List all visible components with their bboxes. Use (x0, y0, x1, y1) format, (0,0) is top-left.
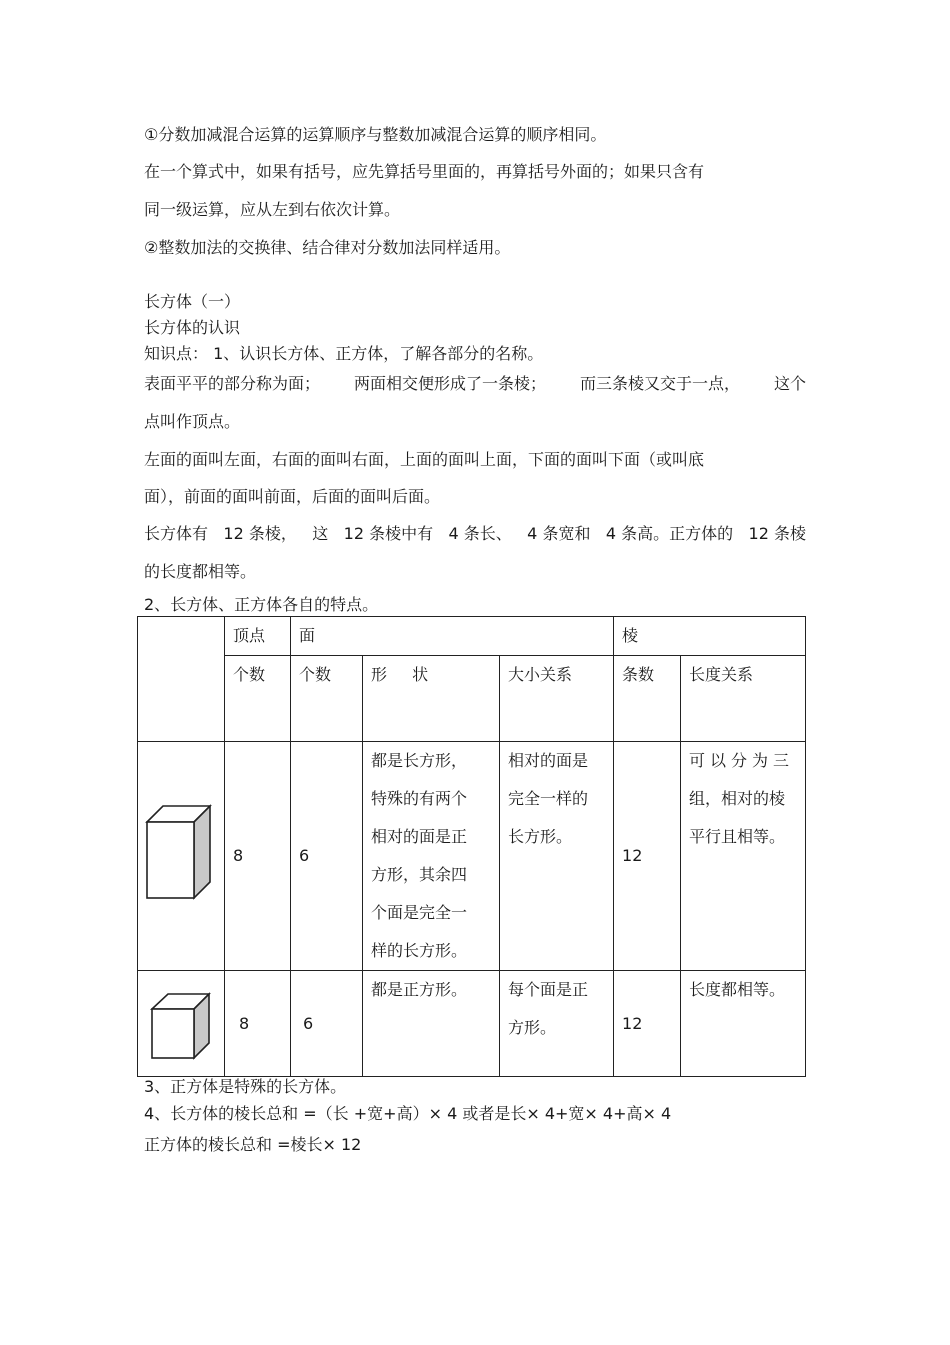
cuboid-edge-length (681, 742, 806, 971)
edges-part: 12 条棱 (748, 524, 806, 543)
face-header: 面 (291, 617, 614, 656)
cube-edge-length (681, 971, 806, 1077)
edges-part: 4 条宽和 (527, 524, 591, 543)
edge-length-header: 长度关系 (681, 656, 806, 742)
text-line: 完全一样的 (508, 789, 589, 808)
sides-line-b: 面），前面的面叫前面，后面的面叫后面。 (144, 487, 441, 506)
cube-edge-count: 12 (614, 971, 681, 1077)
text-line: 平行且相等。 (689, 827, 786, 846)
rule-1: ①分数加减混合运算的运算顺序与整数加减混合运算的顺序相同。 (144, 125, 607, 144)
sides-line-a: 左面的面叫左面，右面的面叫右面，上面的面叫上面，下面的面叫下面（或叫底 (144, 450, 705, 469)
edges-part: 4 条长、 (448, 524, 512, 543)
text-line: 每个面是正 (508, 980, 589, 999)
vertex-header: 顶点 (225, 617, 291, 656)
features-table (137, 616, 806, 1077)
cuboid-face-size (500, 742, 614, 971)
table-row (138, 971, 806, 1077)
cuboid-icon (138, 796, 224, 916)
knowledge-point-4: 4、长方体的棱长总和 =（长 +宽+高）× 4 或者是长× 4+宽× 4+高× 4 (144, 1104, 672, 1123)
faces-part: 这个 (773, 374, 806, 393)
knowledge-point-3: 3、正方体是特殊的长方体。 (144, 1077, 347, 1096)
cuboid-vertex-count: 8 (225, 742, 291, 971)
cuboid-edge-count: 12 (614, 742, 681, 971)
text-line: 方形。 (508, 1018, 557, 1037)
vertex-count-header: 个数 (225, 656, 291, 742)
knowledge-point-4b: 正方体的棱长总和 =棱长× 12 (144, 1135, 362, 1154)
faces-part: 表面平平的部分称为面； (144, 374, 321, 393)
table-row (138, 742, 806, 971)
text-line: 特殊的有两个 (371, 789, 468, 808)
face-shape-header (363, 656, 500, 742)
text-line: 都是正方形。 (371, 980, 468, 999)
cube-face-shape (363, 971, 500, 1077)
face-size-header: 大小关系 (500, 656, 614, 742)
rule-1-detail-a: 在一个算式中，如果有括号，应先算括号里面的，再算括号外面的；如果只含有 (144, 162, 705, 181)
text-line: 样的长方形。 (371, 941, 468, 960)
section-subtitle: 长方体的认识 (144, 318, 241, 337)
faces-line (144, 374, 806, 394)
text-line: 长度都相等。 (689, 980, 786, 999)
edges-part: 这 (312, 524, 329, 543)
face-shape-label: 形 状 (371, 665, 439, 684)
text-line: 都是长方形， (371, 751, 468, 770)
edges-line-end: 的长度都相等。 (144, 562, 257, 581)
cube-vertex-count: 8 (225, 971, 291, 1077)
text-line: 组，相对的棱 (689, 789, 786, 808)
faces-part: 而三条棱又交于一点， (579, 374, 740, 393)
edges-part: 长方体有 (144, 524, 209, 543)
cuboid-cell (138, 742, 225, 971)
edge-count-header: 条数 (614, 656, 681, 742)
cube-face-count: 6 (291, 971, 363, 1077)
text-line: 方形，其余四 (371, 865, 468, 884)
cuboid-face-count: 6 (291, 742, 363, 971)
cube-icon (138, 972, 224, 1076)
knowledge-point-2: 2、长方体、正方体各自的特点。 (144, 595, 379, 614)
text-line: 长方形。 (508, 827, 573, 846)
section-title: 长方体（一） (144, 292, 241, 311)
text-line: 可以分为三 (689, 751, 795, 770)
knowledge-point-1: 知识点： 1、认识长方体、正方体，了解各部分的名称。 (144, 344, 544, 363)
face-count-header: 个数 (291, 656, 363, 742)
edges-part: 4 条高。正方体的 (605, 524, 734, 543)
edges-part: 12 条棱中有 (343, 524, 434, 543)
shape-header-cell (138, 617, 225, 742)
text-line: 相对的面是正 (371, 827, 468, 846)
faces-part: 两面相交便形成了一条棱； (353, 374, 546, 393)
edges-line (144, 524, 806, 544)
edges-part: 12 条棱， (223, 524, 297, 543)
cube-face-size (500, 971, 614, 1077)
text-line: 个面是完全一 (371, 903, 468, 922)
faces-line-end: 点叫作顶点。 (144, 412, 241, 431)
rule-1-detail-b: 同一级运算，应从左到右依次计算。 (144, 200, 401, 219)
rule-2: ②整数加法的交换律、结合律对分数加法同样适用。 (144, 238, 511, 257)
cube-cell (138, 971, 225, 1077)
edge-header: 棱 (614, 617, 806, 656)
cuboid-face-shape (363, 742, 500, 971)
text-line: 相对的面是 (508, 751, 589, 770)
